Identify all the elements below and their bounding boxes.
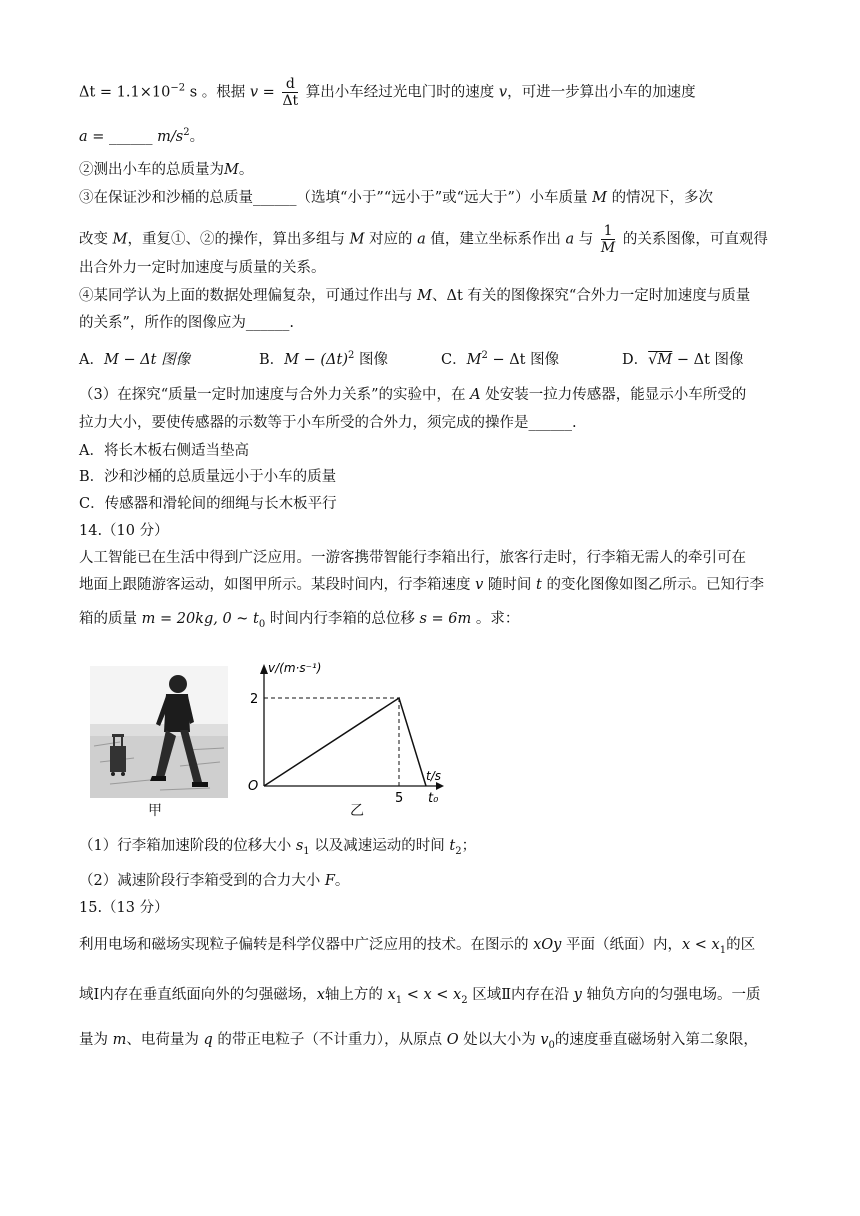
text: 值，建立坐标系作出	[430, 231, 561, 248]
q15-para2: 域Ⅰ内存在垂直纸面向外的匀强磁场，x轴上方的 $x_1 < x < x_2$ 区域Ⅱ内存在沿 y 轴负方向的匀强电场。一质	[79, 987, 761, 1006]
q14-para2: 地面上跟随游客运动，如图甲所示。某段时间内，行李箱速度 v 随时间 t 的变化图像如图乙所示。已知行李	[79, 577, 764, 593]
text: （2）减速阶段行李箱受到的合力大小	[79, 873, 321, 889]
text: 的关系”，所作的图像应为______.	[79, 315, 295, 331]
text: 出合外力一定时加速度与质量的关系。	[79, 260, 326, 276]
text: 与	[578, 231, 594, 248]
text: ，重复①、②的操作，算出多组与	[127, 231, 345, 248]
equation-line: $\Delta t = 1.1\times 10^{-2}$ s 。根据 v = $\frac{d}{\Delta t}$ 算出小车经过光电门时的速度 v，可进一步算出小车的加速度	[79, 76, 696, 109]
step-2: ②测出小车的总质量为M。	[79, 162, 254, 178]
frac-den: M	[600, 240, 616, 256]
y-axis-arrow	[260, 664, 268, 674]
text: 区域Ⅱ内存在沿	[472, 987, 570, 1003]
exponent: −2	[170, 82, 186, 94]
y-axis-label: v/(m·s⁻¹)	[268, 661, 322, 675]
accel-line	[79, 127, 204, 147]
origin-label: O	[248, 779, 259, 794]
displacement: s = 6m	[419, 611, 472, 627]
figure	[86, 654, 456, 820]
text: 的带正电粒子（不计重力），从原点	[217, 1032, 443, 1048]
q3-line1: （3）在探究“质量一定时加速度与合外力关系”的实验中，在 A 处安装一拉力传感器，能显示小车所受的	[79, 387, 747, 403]
exponent: 2	[347, 350, 355, 362]
option-letter: C．	[441, 352, 467, 368]
step-4-line2	[79, 313, 294, 333]
q14-heading: 14.（10 分）	[79, 523, 169, 539]
text: 量为	[79, 1032, 108, 1048]
x-tick-label-t0: t₀	[428, 791, 439, 806]
text: ②测出小车的总质量为	[79, 162, 224, 178]
text: 、电荷量为	[126, 1032, 199, 1048]
text: 以及减速运动的时间	[314, 838, 445, 854]
subscript: 0	[258, 618, 266, 630]
x-axis-label: t/s	[426, 769, 441, 783]
q14-sub2: （2）减速阶段行李箱受到的合力大小 F。	[79, 873, 350, 889]
step-3-line3	[79, 258, 326, 278]
vt-graph	[236, 654, 456, 820]
q14-para3	[79, 609, 519, 629]
text: （1）行李箱加速阶段的位移大小	[79, 838, 292, 854]
option-text: M − Δt 图像	[103, 352, 191, 368]
text: 利用电场和磁场实现粒子偏转是科学仪器中广泛应用的技术。在图示的	[79, 937, 529, 953]
frac-num: d	[282, 76, 298, 93]
inverse-m-fraction	[601, 223, 615, 256]
text: 处以大小为	[463, 1032, 536, 1048]
text: 处安装一拉力传感器，能显示小车所受的	[485, 387, 747, 403]
option-d	[622, 350, 744, 370]
option-letter: A．	[79, 352, 104, 368]
text: − Δt 图像	[672, 352, 744, 368]
text: 的关系图像，可直观得	[622, 231, 768, 248]
text: 的速度垂直磁场射入第二象限，	[554, 1032, 758, 1048]
q14-sub1: （1）行李箱加速阶段的位移大小 $s_1$ 以及减速运动的时间 $t_2$；	[79, 838, 477, 857]
y-tick-label: 2	[250, 692, 259, 707]
x-tick-label: 5	[395, 791, 404, 806]
text: 对应的	[369, 231, 413, 248]
text: 随时间	[487, 577, 532, 593]
text: ，可进一步算出小车的加速度	[507, 84, 696, 101]
text: 轴负方向的匀强电场。一质	[586, 987, 761, 1003]
option-text: M	[466, 352, 482, 368]
option-c	[441, 350, 559, 370]
text: 算出小车经过光电门时的速度	[305, 84, 495, 101]
text: 轴上方的	[324, 987, 383, 1003]
option-letter: D．	[622, 352, 649, 368]
mass-range: m = 20kg, 0 ~ t	[141, 611, 259, 627]
text: 的情况下，多次	[611, 190, 714, 206]
text: 箱的质量	[79, 611, 137, 627]
q15-heading: 15.（13 分）	[79, 900, 169, 916]
frac-num: 1	[601, 223, 615, 240]
dt-value: Δt = 1.1×10	[79, 84, 171, 101]
option-text: M − (Δt)	[284, 352, 348, 368]
text: 平面（纸面）内，	[565, 937, 682, 953]
x-axis-arrow	[436, 782, 444, 790]
option-letter: B．	[259, 352, 285, 368]
text: 。	[189, 129, 205, 145]
walking-person-illustration	[90, 666, 228, 798]
data-marks	[264, 698, 426, 786]
q3-option-b: B．沙和沙桶的总质量远小于小车的质量	[79, 469, 337, 485]
option-text: √M	[648, 352, 673, 368]
text: s 。根据	[189, 84, 246, 101]
exponent: 2	[183, 127, 190, 139]
q3-option-a: A．将长木板右侧适当垫高	[79, 443, 249, 459]
option-b	[259, 350, 388, 370]
text: 时间内行李箱的总位移	[269, 611, 415, 627]
caption-yi: 乙	[350, 803, 364, 819]
accel-blank: a = ______ m/s	[79, 129, 184, 145]
text: 改变	[79, 231, 108, 248]
text: 图像	[354, 352, 388, 368]
q3-option-c: C．传感器和滑轮间的细绳与长木板平行	[79, 496, 337, 512]
caption-jia: 甲	[148, 803, 162, 819]
velocity-fraction	[282, 76, 298, 109]
q3-line2: 拉力大小，要使传感器的示数等于小车所受的合外力，须完成的操作是______.	[79, 415, 577, 431]
exponent: 2	[481, 350, 488, 362]
q15-para1: 利用电场和磁场实现粒子偏转是科学仪器中广泛应用的技术。在图示的 xOy 平面（纸面）内，$x < x_1$的区	[79, 937, 756, 956]
text: 。	[334, 873, 350, 889]
q14-para1: 人工智能已在生活中得到广泛应用。一游客携带智能行李箱出行，旅客行走时，行李箱无需人的牵引可在	[79, 550, 746, 566]
step-3: ③在保证沙和沙桶的总质量______（选填“小于”“远小于”或“远大于”）小车质量 M 的情况下，多次	[79, 190, 714, 206]
velocity-line	[264, 698, 426, 786]
frac-den: Δt	[282, 93, 299, 109]
step-4: ④某同学认为上面的数据处理偏复杂，可通过作出与 M、Δt 有关的图像探究“合外力一定时加速度与质量	[79, 288, 751, 304]
text: （3）在探究“质量一定时加速度与合外力关系”的实验中，在	[79, 387, 466, 403]
text: ；	[461, 838, 477, 854]
text: 的变化图像如图乙所示。已知行李	[546, 577, 764, 593]
text: − Δt 图像	[487, 352, 560, 368]
text: 。求：	[475, 611, 520, 627]
text: ④某同学认为上面的数据处理偏复杂，可通过作出与	[79, 288, 413, 304]
q15-para3: 量为 m、电荷量为 q 的带正电粒子（不计重力），从原点 O 处以大小为 $v_0$的速度垂直磁场射入第二象限，	[79, 1032, 758, 1051]
text: 的区	[726, 937, 756, 953]
text: 、Δt 有关的图像探究“合外力一定时加速度与质量	[431, 288, 751, 304]
traveler-photo	[90, 666, 228, 798]
text: 域Ⅰ内存在垂直纸面向外的匀强磁场，	[79, 987, 317, 1003]
text: 地面上跟随游客运动，如图甲所示。某段时间内，行李箱速度	[79, 577, 471, 593]
option-a	[79, 350, 190, 370]
text: ③在保证沙和沙桶的总质量______（选填“小于”“远小于”或“远大于”）小车质量	[79, 190, 588, 206]
step-3-line2: 改变 M，重复①、②的操作，算出多组与 M 对应的 a 值，建立坐标系作出 a 与 $\frac{1}{M}$ 的关系图像，可直观得	[79, 223, 768, 256]
